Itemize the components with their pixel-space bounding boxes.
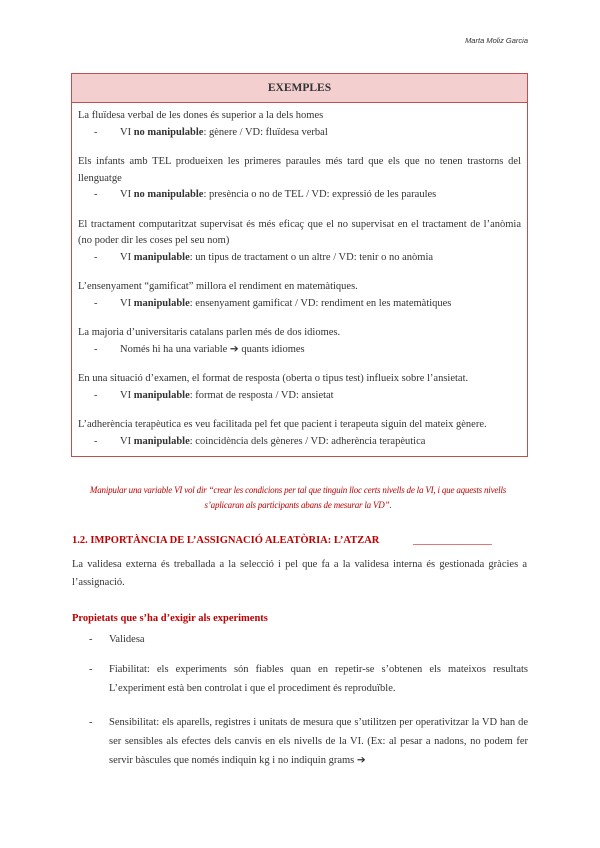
- author-name: Marta Moliz Garcia: [465, 36, 528, 45]
- example-statement: L’adherència terapèutica es veu facilitada pel fet que pacient i terapeuta siguin del mateix gènere.: [78, 419, 487, 430]
- example-variables: - VI no manipulable: presència o no de TEL / VD: expressió de les paraules: [94, 189, 437, 200]
- example-statement: Els infants amb TEL produeixen les primeres paraules més tard que els que no tenen trastorns del llenguatge: [78, 156, 521, 184]
- property-item: - Fiabilitat: els experiments són fiables quan en repetir-se s’obtenen els mateixos resultats L’experiment està ben controlat i que el procediment és reproduïble.: [89, 664, 528, 694]
- examples-body: [72, 103, 527, 456]
- examples-box: [71, 73, 528, 457]
- section-paragraph: La validesa externa és treballada a la selecció i pel que fa a la validesa interna és gestionada gràcies a l’assignació.: [72, 559, 527, 588]
- example-item: [78, 325, 521, 358]
- property-item: - Validesa: [89, 634, 145, 645]
- properties-heading: Propietats que s’ha d’exigir als experiments: [72, 613, 268, 624]
- example-statement: El tractament computaritzat supervisat és més eficaç que el no supervisat en el tractament de l’anòmia (no poder dir les coses pel seu nom): [78, 218, 521, 246]
- example-item: [78, 371, 521, 404]
- section-rule: _______________: [413, 535, 492, 546]
- example-statement: En una situació d’examen, el format de resposta (oberta o tipus test) influeix sobre l’ansietat.: [78, 373, 469, 384]
- example-statement: L’ensenyament “gamificat” millora el rendiment en matemàtiques.: [78, 281, 358, 292]
- example-item: [78, 154, 521, 204]
- property-item: - Sensibilitat: els aparells, registres i unitats de mesura que s’utilitzen per operativitzar la VD han de ser sensibles als efectes dels canvis en els nivells de la VI. (Ex: al pesar a nadons, no podem fer servir bàscules que només indiquin kg i no indiquin grams ➔: [89, 717, 528, 766]
- example-variables: - VI no manipulable: gènere / VD: fluïdesa verbal: [94, 126, 328, 138]
- example-item: [78, 108, 521, 141]
- example-item: [78, 217, 521, 267]
- manipulation-note: Manipular una variable VI vol dir “crear les condicions per tal que tinguin lloc certs nivells de la VI, i que aquests nivells s’aplicaran als participants abans de mesurar la VD”.: [89, 485, 507, 510]
- examples-title: EXEMPLES: [72, 74, 527, 103]
- example-statement: La majoria d’universitaris catalans parlen més de dos idiomes.: [78, 327, 341, 338]
- example-variables: - VI manipulable: coincidència dels gèneres / VD: adherència terapèutica: [94, 435, 426, 447]
- example-variables: - VI manipulable: format de resposta / VD: ansietat: [94, 389, 334, 401]
- section-title: 1.2. IMPORTÀNCIA DE L’ASSIGNACIÓ ALEATÒRIA: L’ATZAR: [72, 535, 380, 546]
- example-variables: - Només hi ha una variable ➔ quants idiomes: [94, 343, 305, 355]
- example-variables: - VI manipulable: ensenyament gamificat / VD: rendiment en les matemàtiques: [94, 297, 452, 309]
- example-statement: La fluïdesa verbal de les dones és superior a la dels homes: [78, 110, 324, 121]
- example-item: [78, 417, 521, 450]
- example-variables: - VI manipulable: un tipus de tractament o un altre / VD: tenir o no anòmia: [94, 251, 434, 263]
- example-item: [78, 279, 521, 312]
